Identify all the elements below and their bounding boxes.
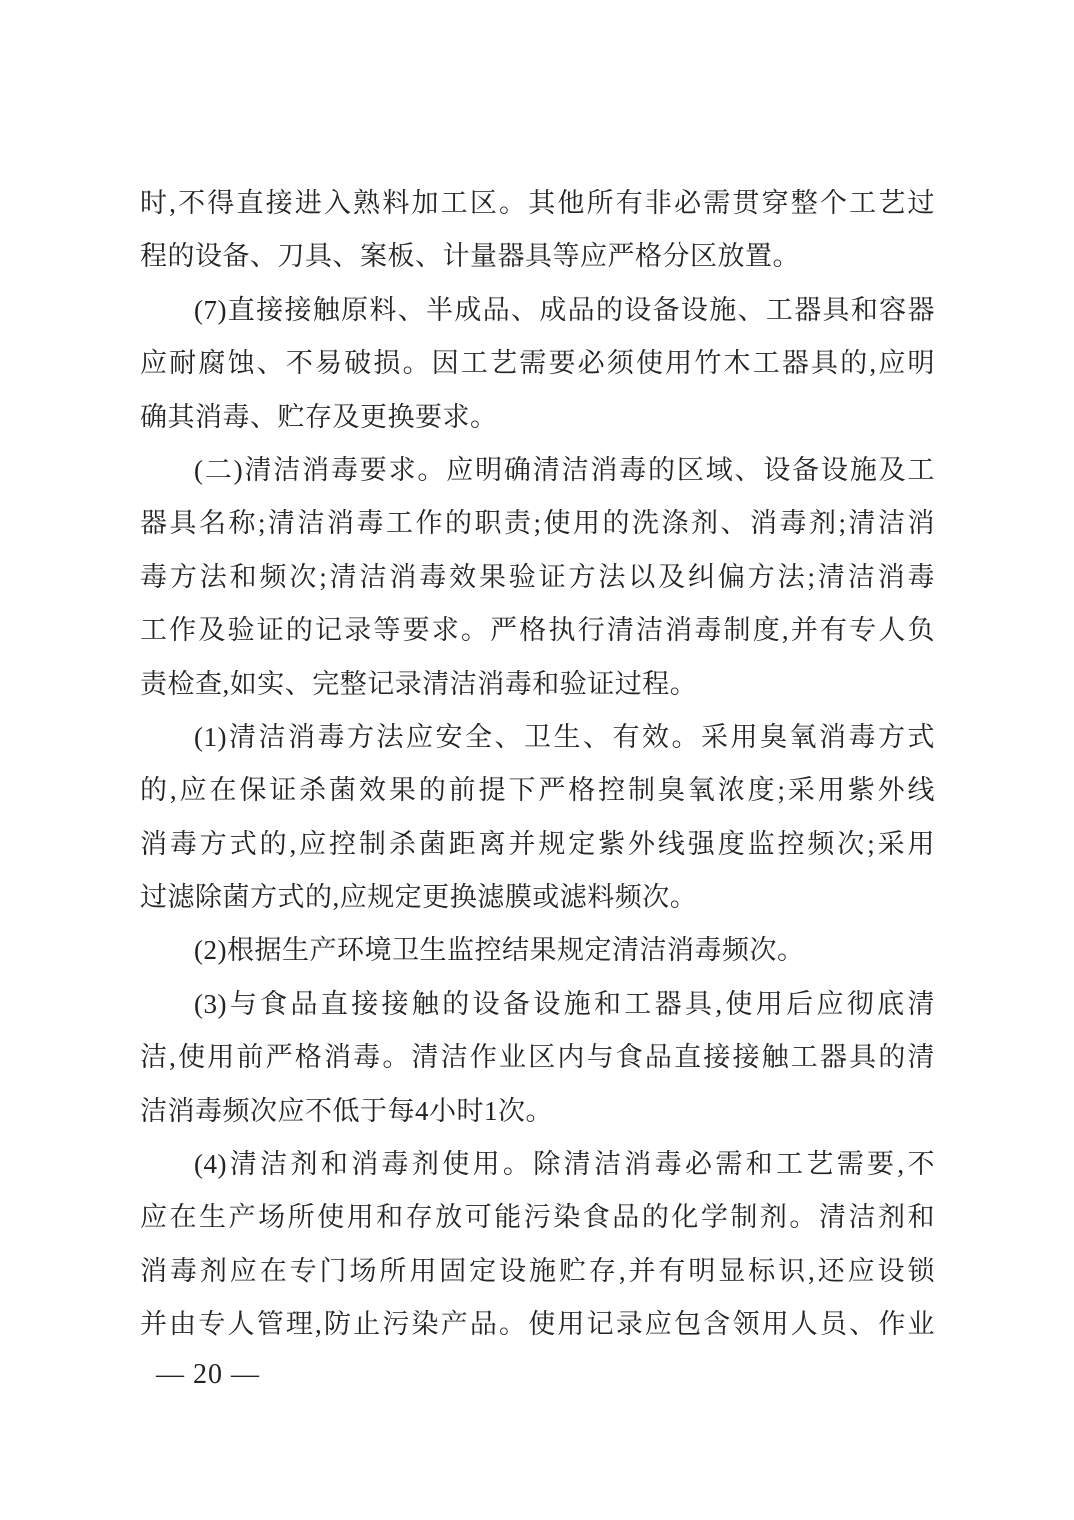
text-line: 过滤除菌方式的,应规定更换滤膜或滤料频次。 — [140, 882, 698, 913]
text-line: (1)清洁消毒方法应安全、卫生、有效。采用臭氧消毒方式 — [194, 721, 935, 752]
text-line: (二)清洁消毒要求。应明确清洁消毒的区域、设备设施及工 — [194, 454, 935, 485]
text-line: 工作及验证的记录等要求。严格执行清洁消毒制度,并有专人负 — [140, 615, 935, 646]
text-line: (2)根据生产环境卫生监控结果规定清洁消毒频次。 — [194, 935, 805, 966]
text-line: 洁,使用前严格消毒。清洁作业区内与食品直接接触工器具的清 — [140, 1042, 935, 1073]
text-line: 确其消毒、贮存及更换要求。 — [140, 401, 498, 432]
text-line: 并由专人管理,防止污染产品。使用记录应包含领用人员、作业 — [140, 1309, 935, 1340]
text-line: 应耐腐蚀、不易破损。因工艺需要必须使用竹木工器具的,应明 — [140, 348, 935, 379]
text-line: 消毒剂应在专门场所用固定设施贮存,并有明显标识,还应设锁 — [140, 1255, 935, 1286]
page-number-label: — 20 — — [156, 1359, 260, 1390]
text-line: 消毒方式的,应控制杀菌距离并规定紫外线强度监控频次;采用 — [140, 828, 935, 859]
text-line: (7)直接接触原料、半成品、成品的设备设施、工器具和容器 — [194, 294, 935, 325]
text-line: 的,应在保证杀菌效果的前提下严格控制臭氧浓度;采用紫外线 — [140, 775, 935, 806]
document-body — [140, 177, 935, 1352]
text-line: 时,不得直接进入熟料加工区。其他所有非必需贯穿整个工艺过 — [140, 188, 935, 218]
text-line: 毒方法和频次;清洁消毒效果验证方法以及纠偏方法;清洁消毒 — [140, 561, 935, 592]
text-line: 程的设备、刀具、案板、计量器具等应严格分区放置。 — [140, 241, 800, 272]
text-line: (4)清洁剂和消毒剂使用。除清洁消毒必需和工艺需要,不 — [194, 1149, 935, 1180]
text-line: 责检查,如实、完整记录清洁消毒和验证过程。 — [140, 668, 698, 699]
text-line: (3)与食品直接接触的设备设施和工器具,使用后应彻底清 — [194, 988, 935, 1019]
text-line: 器具名称;清洁消毒工作的职责;使用的洗涤剂、消毒剂;清洁消 — [140, 508, 935, 539]
text-line: 应在生产场所使用和存放可能污染食品的化学制剂。清洁剂和 — [140, 1202, 935, 1233]
text-line: 洁消毒频次应不低于每4小时1次。 — [140, 1095, 553, 1126]
page-number — [156, 1358, 260, 1392]
